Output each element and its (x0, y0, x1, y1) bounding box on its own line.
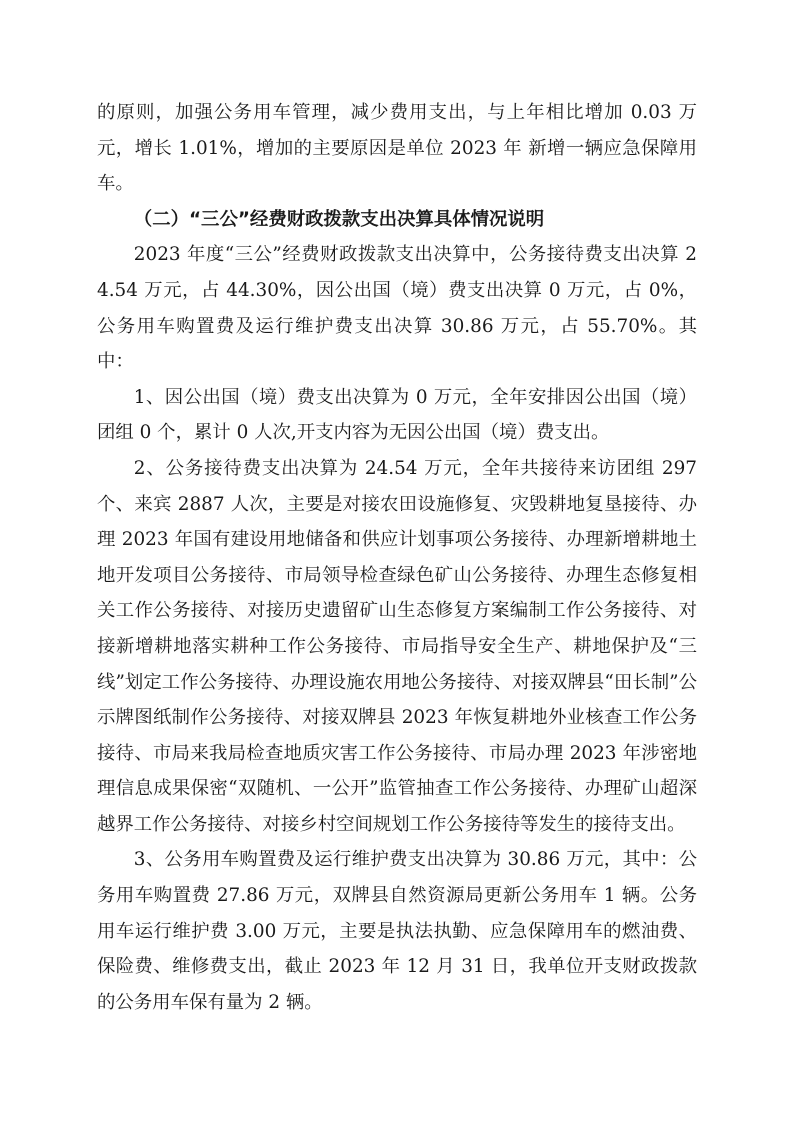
paragraph-summary: 2023 年度“三公”经费财政拨款支出决算中，公务接待费支出决算 24.54 万元，占 44.30%，因公出国（境）费支出决算 0 万元，占 0%，公务用车购置费及运行维护费支出决算 30.86 万元，占 55.70%。其中： (97, 244, 697, 373)
document-page (97, 95, 697, 1020)
section-heading: （二）“三公”经费财政拨款支出决算具体情况说明 (133, 208, 545, 230)
paragraph-item-2: 2、公务接待费支出决算为 24.54 万元，全年共接待来访团组 297 个、来宾 2887 人次，主要是对接农田设施修复、灾毁耕地复垦接待、办理 2023 年国有建设用地储备和供应计划事项公务接待、办理新增耕地土地开发项目公务接待、市局领导检查绿色矿山公务接待、办理生态修复相关工作公务接待、对接历史遗留矿山生态修复方案编制工作公务接待、对接新增耕地落实耕种工作公务接待、市局指导安全生产、耕地保护及“三线”划定工作公务接待、办理设施农用地公务接待、对接双牌县“田长制”公示牌图纸制作公务接待、对接双牌县 2023 年恢复耕地外业核查工作公务接待、市局来我局检查地质灾害工作公务接待、市局办理 2023 年涉密地理信息成果保密“双随机、一公开”监管抽查工作公务接待、办理矿山超深越界工作公务接待、对接乡村空间规划工作公务接待等发生的接待支出。 (97, 457, 697, 835)
paragraph-item-3: 3、公务用车购置费及运行维护费支出决算为 30.86 万元，其中：公务用车购置费 27.86 万元，双牌县自然资源局更新公务用车 1 辆。公务用车运行维护费 3.00 万元，主要是执法执勤、应急保障用车的燃油费、保险费、维修费支出，截止 2023 年 12 月 31 日，我单位开支财政拨款的公务用车保有量为 2 辆。 (97, 849, 697, 1013)
paragraph-continuation: 的原则，加强公务用车管理，减少费用支出，与上年相比增加 0.03 万元，增长 1.01%，增加的主要原因是单位 2023 年 新增一辆应急保障用车。 (97, 102, 697, 195)
paragraph-item-1: 1、因公出国（境）费支出决算为 0 万元，全年安排因公出国（境）团组 0 个，累计 0 人次,开支内容为无因公出国（境）费支出。 (97, 386, 697, 444)
